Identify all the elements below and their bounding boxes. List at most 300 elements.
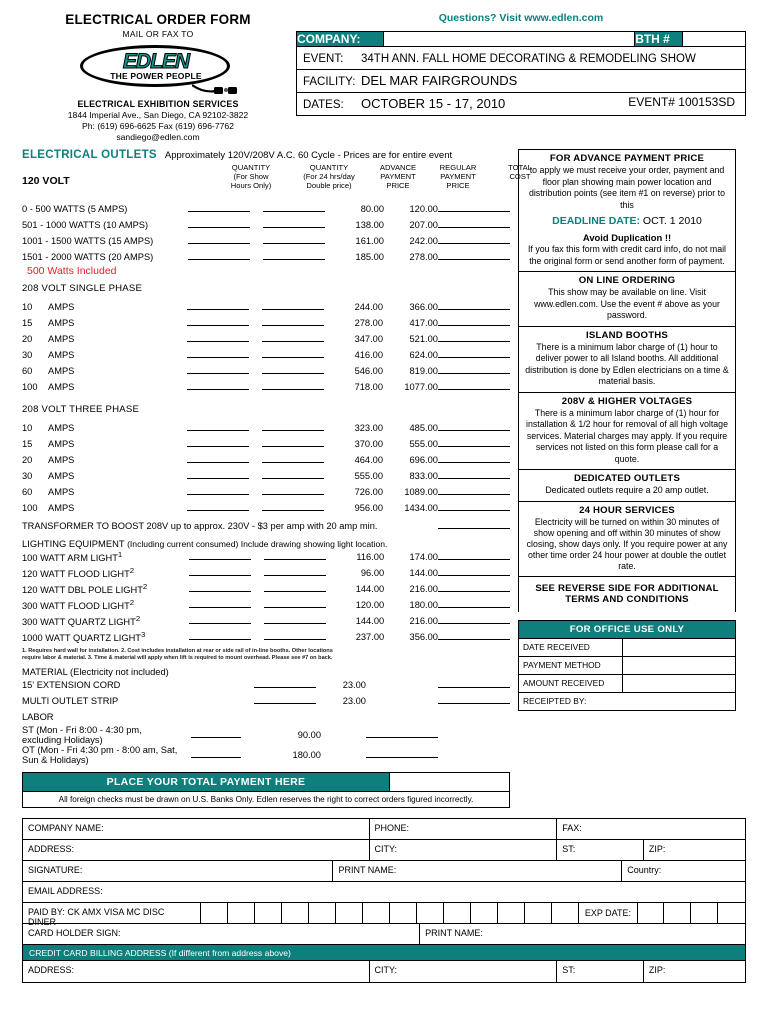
lighting-footnotes	[22, 648, 510, 662]
city-field[interactable]: CITY:	[370, 840, 558, 860]
amp-value: 20	[22, 334, 33, 344]
total-cost-input[interactable]	[438, 315, 510, 331]
qty-show-input[interactable]	[182, 217, 257, 233]
table-row	[22, 677, 510, 693]
qty-show-input[interactable]	[181, 484, 256, 500]
total-cost-input[interactable]	[438, 201, 510, 217]
advance-price: 278.00	[354, 318, 383, 328]
total-cost-input[interactable]	[438, 347, 510, 363]
company-email: sandiego@edlen.com	[116, 132, 200, 142]
phone-field[interactable]: PHONE:	[370, 819, 558, 839]
regular-price: 242.00	[409, 236, 438, 246]
regular-price: 555.00	[409, 439, 438, 449]
exp-digit-box[interactable]	[637, 903, 664, 923]
card-digit-box[interactable]	[498, 903, 525, 923]
high-voltage-title: 208V & HIGHER VOLTAGES	[561, 395, 693, 407]
volt120-label: 120 VOLT	[22, 175, 70, 187]
card-digit-box[interactable]	[336, 903, 363, 923]
amp-unit: AMPS	[48, 366, 75, 376]
qty-24hr-input[interactable]	[257, 549, 332, 565]
facility-label: FACILITY:	[303, 76, 356, 88]
col-header-quantity-24hr: QUANTITY (For 24 hrs/day Double price)	[303, 163, 355, 190]
row-desc: 0 - 500 WATTS (5 AMPS)	[22, 204, 128, 214]
regular-price: 180.00	[409, 600, 438, 610]
event-number: EVENT# 100153SD	[628, 95, 735, 109]
company-name-line: ELECTRICAL EXHIBITION SERVICES	[77, 99, 239, 109]
card-number-boxes[interactable]	[201, 903, 745, 923]
event-label: EVENT:	[303, 53, 344, 65]
row-desc: 15' EXTENSION CORD	[22, 680, 121, 690]
customer-info-form	[22, 818, 746, 983]
amp-value: 15	[22, 318, 33, 328]
row-desc: 1001 - 1500 WATTS (15 AMPS)	[22, 236, 154, 246]
labor-heading-row	[22, 709, 510, 725]
regular-price: 1077.00	[404, 382, 438, 392]
avoid-duplication-body: If you fax this form with credit card info, do not mail the original form or send another form of payment.	[527, 244, 726, 266]
qty-24hr-input[interactable]	[256, 468, 331, 484]
table-row	[22, 315, 510, 331]
labor-price: 90.00	[297, 730, 321, 740]
qty-24hr-input[interactable]	[257, 201, 332, 217]
exp-digit-box[interactable]	[718, 903, 745, 923]
qty-show-input[interactable]	[181, 347, 256, 363]
qty-input[interactable]	[183, 745, 250, 765]
power-cord-icon	[192, 83, 238, 95]
high-voltage-box	[518, 392, 736, 470]
qty-show-input[interactable]	[181, 452, 256, 468]
office-row	[519, 674, 735, 692]
online-ordering-title: ON LINE ORDERING	[578, 275, 676, 286]
row-desc: 1501 - 2000 WATTS (20 AMPS)	[22, 252, 154, 262]
col-header-total-cost: TOTAL COST	[508, 163, 532, 181]
dates-row	[297, 93, 746, 116]
advance-payment-body: to apply we must receive your order, payment and floor plan showing main power location and distribution points (see item #1 on reverse) prior to this	[528, 165, 726, 210]
billing-address-field[interactable]: ADDRESS:	[23, 961, 370, 982]
bth-input[interactable]	[683, 32, 746, 47]
amp-unit: AMPS	[48, 334, 75, 344]
material-price: 23.00	[342, 696, 366, 706]
advance-price: 144.00	[355, 584, 385, 594]
edlen-logo	[74, 43, 242, 97]
table-row	[22, 299, 510, 315]
col-header-quantity-show: QUANTITY (For Show Hours Only)	[230, 163, 272, 190]
company-name-field[interactable]: COMPANY NAME:	[23, 819, 370, 839]
company-phone-fax-row	[23, 819, 745, 840]
billing-zip-field[interactable]: ZIP:	[648, 965, 666, 975]
island-booths-box	[518, 326, 736, 392]
reverse-side-box	[518, 576, 736, 612]
card-digit-box[interactable]	[309, 903, 336, 923]
office-value-input[interactable]	[623, 675, 735, 692]
qty-show-input[interactable]	[181, 363, 256, 379]
qty-24hr-input[interactable]	[256, 452, 331, 468]
exp-digit-box[interactable]	[664, 903, 691, 923]
deadline-label: DEADLINE DATE:	[552, 215, 640, 227]
total-payment-label: PLACE YOUR TOTAL PAYMENT HERE	[23, 773, 389, 791]
table-row	[22, 725, 510, 745]
company-address: 1844 Imperial Ave., San Diego, CA 92102-3822	[67, 110, 249, 120]
qty-show-input[interactable]	[181, 420, 256, 436]
total-cost-input[interactable]	[438, 629, 510, 645]
qty-24hr-input[interactable]	[257, 581, 332, 597]
qty-24hr-input[interactable]	[257, 597, 332, 613]
card-digit-box[interactable]	[417, 903, 444, 923]
deadline-value: OCT. 1 2010	[642, 215, 702, 227]
qty-24hr-input[interactable]	[256, 379, 331, 395]
advance-price: 464.00	[354, 455, 383, 465]
office-label: PAYMENT METHOD	[519, 657, 623, 674]
card-print-name-field[interactable]: PRINT NAME:	[425, 928, 483, 938]
regular-price: 174.00	[409, 552, 438, 562]
total-cost-input[interactable]	[438, 581, 510, 597]
amp-unit: AMPS	[48, 382, 75, 392]
24-hour-services-title: 24 HOUR SERVICES	[579, 504, 675, 516]
qty-input[interactable]	[183, 725, 250, 745]
total-cost-input[interactable]	[438, 565, 510, 581]
table-row	[22, 613, 510, 629]
regular-price: 278.00	[409, 252, 438, 262]
advance-price: 120.00	[355, 600, 385, 610]
qty-show-input[interactable]	[182, 249, 257, 265]
qty-24hr-input[interactable]	[257, 629, 332, 645]
outlets-title: ELECTRICAL OUTLETS	[22, 149, 157, 161]
card-digit-box[interactable]	[201, 903, 228, 923]
footnote-line-2: require labor & material. 3. Time & material will apply when lift is required to mount overhead. Please see #7 on back.	[22, 655, 333, 661]
amp-value: 15	[22, 439, 33, 449]
facility-row	[297, 70, 746, 93]
zip-field[interactable]: ZIP:	[648, 844, 666, 854]
row-desc: MULTI OUTLET STRIP	[22, 696, 119, 706]
row-desc: ST (Mon - Fri 8:00 - 4:30 pm, excluding Holidays)	[22, 725, 142, 745]
total-cost-input[interactable]	[438, 436, 510, 452]
qty-24hr-input[interactable]	[256, 484, 331, 500]
event-info-table	[296, 31, 746, 116]
qty-show-input[interactable]	[181, 299, 256, 315]
exp-date-group	[579, 903, 637, 923]
lighting-heading-main: LIGHTING EQUIPMENT	[22, 538, 125, 549]
amp-unit: AMPS	[48, 455, 75, 465]
table-row	[22, 363, 510, 379]
total-cost-input[interactable]	[438, 677, 510, 693]
qty-show-input[interactable]	[181, 331, 256, 347]
regular-price: 819.00	[409, 366, 438, 376]
amp-unit: AMPS	[48, 471, 75, 481]
material-heading: MATERIAL (Electricity not included)	[22, 667, 169, 677]
table-row	[22, 500, 510, 516]
transformer-row-table	[22, 518, 510, 534]
receipted-by-label: RECEIPTED BY:	[523, 695, 587, 706]
email-row	[23, 882, 745, 903]
advance-payment-title: FOR ADVANCE PAYMENT PRICE	[549, 153, 705, 164]
total-cost-input[interactable]	[366, 725, 438, 745]
receipted-by-row[interactable]	[519, 692, 735, 710]
advance-price: 370.00	[354, 439, 383, 449]
logo-wordmark: EDLEN	[122, 50, 190, 73]
footnote-ref: 2	[129, 598, 135, 608]
card-digit-box[interactable]	[255, 903, 282, 923]
online-ordering-box	[518, 271, 736, 326]
labor-price: 180.00	[292, 750, 321, 760]
advance-price: 718.00	[354, 382, 383, 392]
24-hour-services-body: Electricity will be turned on within 30 minutes of show opening and off within 30 minutes of show closing, show days only. If you require power at any other time order 24 hour power at double the outlet rate.	[526, 516, 728, 571]
card-holder-sign-field[interactable]: CARD HOLDER SIGN:	[23, 924, 420, 944]
event-value: 34TH ANN. FALL HOME DECORATING & REMODELING SHOW	[361, 53, 696, 65]
total-cost-input[interactable]	[438, 613, 510, 629]
qty-24hr-input[interactable]	[256, 347, 331, 363]
qty-show-input[interactable]	[181, 436, 256, 452]
advance-price: 144.00	[355, 616, 385, 626]
amp-unit: AMPS	[48, 439, 75, 449]
table-row	[22, 217, 510, 233]
paid-by-row	[23, 903, 745, 927]
total-cost-input[interactable]	[438, 693, 510, 709]
facility-value: DEL MAR FAIRGROUNDS	[361, 73, 518, 88]
qty-24hr-input[interactable]	[256, 363, 331, 379]
advance-price: 726.00	[354, 487, 383, 497]
office-row	[519, 656, 735, 674]
amp-value: 30	[22, 471, 33, 481]
total-cost-input[interactable]	[366, 745, 438, 765]
info-column	[518, 149, 736, 808]
row-desc: 300 WATT QUARTZ LIGHT	[22, 617, 136, 628]
amp-value: 30	[22, 350, 33, 360]
office-value-input[interactable]	[623, 639, 735, 656]
exp-date-label: EXP DATE:	[584, 908, 631, 918]
table-row	[22, 233, 510, 249]
card-digit-box[interactable]	[390, 903, 417, 923]
total-cost-input[interactable]	[438, 500, 510, 516]
regular-price: 833.00	[409, 471, 438, 481]
qty-input[interactable]	[250, 693, 321, 709]
qty-24hr-input[interactable]	[256, 299, 331, 315]
regular-price: 1434.00	[404, 503, 438, 513]
qty-24hr-input[interactable]	[257, 217, 332, 233]
qty-show-input[interactable]	[182, 233, 257, 249]
regular-price: 366.00	[409, 302, 438, 312]
amp-value: 100	[22, 382, 38, 392]
three-phase-table	[22, 420, 510, 516]
qty-show-input[interactable]	[182, 613, 257, 629]
24-hour-services-box	[518, 501, 736, 576]
table-row	[22, 484, 510, 500]
regular-price: 1089.00	[404, 487, 438, 497]
qty-24hr-input[interactable]	[257, 233, 332, 249]
table-row	[22, 420, 510, 436]
header-left-block	[22, 8, 294, 143]
qty-show-input[interactable]	[182, 565, 257, 581]
total-cost-input[interactable]	[438, 597, 510, 613]
total-cost-input[interactable]	[438, 420, 510, 436]
qty-24hr-input[interactable]	[256, 331, 331, 347]
row-desc: 120 WATT DBL POLE LIGHT	[22, 585, 143, 596]
regular-price: 624.00	[409, 350, 438, 360]
paid-by-label[interactable]: PAID BY: CK AMX VISA MC DISC DINER	[23, 903, 201, 923]
office-label: AMOUNT RECEIVED	[519, 675, 623, 692]
qty-show-input[interactable]	[182, 629, 257, 645]
table-row	[22, 468, 510, 484]
office-label: DATE RECEIVED	[519, 639, 623, 656]
signature-row	[23, 861, 745, 882]
table-row	[22, 693, 510, 709]
qty-show-input[interactable]	[182, 597, 257, 613]
advance-price: 138.00	[355, 220, 384, 230]
regular-price: 485.00	[409, 423, 438, 433]
amp-unit: AMPS	[48, 487, 75, 497]
company-phone-fax: Ph: (619) 696-6625 Fax (619) 696-7762	[82, 121, 234, 131]
exp-digit-box[interactable]	[691, 903, 718, 923]
dates-label: DATES:	[303, 99, 344, 111]
row-desc: 501 - 1000 WATTS (10 AMPS)	[22, 220, 149, 230]
amp-unit: AMPS	[48, 423, 75, 433]
total-cost-input[interactable]	[438, 468, 510, 484]
online-ordering-body: This show may be available on line. Visit www.edlen.com. Use the event # above as your password.	[534, 287, 720, 320]
regular-price: 216.00	[409, 616, 438, 626]
qty-show-input[interactable]	[181, 379, 256, 395]
advance-price: 185.00	[355, 252, 384, 262]
card-digit-box[interactable]	[471, 903, 498, 923]
qty-24hr-input[interactable]	[256, 420, 331, 436]
regular-price: 521.00	[409, 334, 438, 344]
foreign-checks-note: All foreign checks must be drawn on U.S. Banks Only. Edlen reserves the right to correct orders figured incorrectly.	[22, 792, 510, 808]
labor-heading: LABOR	[22, 712, 54, 722]
card-digit-box[interactable]	[444, 903, 471, 923]
card-digit-box[interactable]	[282, 903, 309, 923]
table-row	[22, 565, 510, 581]
amp-value: 10	[22, 423, 33, 433]
qty-input[interactable]	[250, 677, 321, 693]
three-phase-heading: 208 VOLT THREE PHASE	[22, 404, 140, 415]
total-payment-input[interactable]	[389, 773, 509, 791]
table-row	[22, 331, 510, 347]
total-cost-input[interactable]	[438, 233, 510, 249]
watts-included-note: 500 Watts Included	[27, 265, 117, 277]
advance-price: 116.00	[356, 552, 385, 562]
qty-24hr-input[interactable]	[257, 613, 332, 629]
country-field[interactable]: Country:	[627, 865, 662, 875]
total-payment-bar	[22, 772, 510, 792]
office-use-box	[518, 620, 736, 711]
signature-field[interactable]: SIGNATURE:	[23, 861, 333, 881]
table-row	[22, 201, 510, 217]
table-row	[22, 436, 510, 452]
qty-show-input[interactable]	[181, 500, 256, 516]
office-row	[519, 638, 735, 656]
company-input[interactable]	[383, 32, 634, 47]
address-field[interactable]: ADDRESS:	[23, 840, 370, 860]
material-table	[22, 677, 510, 765]
lighting-table	[22, 549, 510, 645]
single-phase-table	[22, 299, 510, 395]
advance-price: 416.00	[354, 350, 383, 360]
amp-unit: AMPS	[48, 318, 75, 328]
advance-price: 956.00	[354, 503, 383, 513]
reverse-side-title: SEE REVERSE SIDE FOR ADDITIONAL TERMS AND CONDITIONS	[535, 582, 719, 605]
footnote-ref: 1	[117, 550, 123, 560]
fax-field[interactable]: FAX:	[562, 823, 582, 833]
logo-tagline: THE POWER PEOPLE	[110, 71, 202, 81]
total-cost-input[interactable]	[438, 363, 510, 379]
card-digit-box[interactable]	[228, 903, 255, 923]
outlets-section-heading	[22, 149, 510, 161]
page-title: ELECTRICAL ORDER FORM	[65, 12, 251, 27]
table-row	[22, 452, 510, 468]
card-digit-box[interactable]	[525, 903, 552, 923]
qty-show-input[interactable]	[182, 549, 257, 565]
billing-state-field[interactable]: ST:	[557, 961, 644, 982]
billing-city-field[interactable]: CITY:	[370, 961, 558, 982]
dedicated-outlets-title: DEDICATED OUTLETS	[573, 473, 681, 484]
price-column-headers	[22, 163, 532, 201]
table-row	[22, 597, 510, 613]
qty-show-input[interactable]	[181, 315, 256, 331]
row-desc: 300 WATT FLOOD LIGHT	[22, 601, 130, 612]
total-cost-input[interactable]	[438, 452, 510, 468]
billing-address-row	[23, 961, 745, 982]
pricing-column	[22, 149, 532, 808]
total-cost-input[interactable]	[438, 299, 510, 315]
amp-value: 10	[22, 302, 33, 312]
total-cost-input[interactable]	[438, 549, 510, 565]
amp-unit: AMPS	[48, 503, 75, 513]
table-row	[22, 379, 510, 395]
table-row	[22, 249, 510, 265]
form-body	[22, 149, 746, 808]
qty-24hr-input[interactable]	[257, 565, 332, 581]
total-cost-input[interactable]	[438, 249, 510, 265]
table-row	[22, 549, 510, 565]
qty-24hr-input[interactable]	[256, 500, 331, 516]
qty-show-input[interactable]	[182, 581, 257, 597]
total-cost-input[interactable]	[438, 379, 510, 395]
office-value-input[interactable]	[623, 657, 735, 674]
advance-price: 323.00	[354, 423, 383, 433]
regular-price: 207.00	[409, 220, 438, 230]
regular-price: 216.00	[409, 584, 438, 594]
advance-price: 161.00	[355, 236, 384, 246]
card-holder-row	[23, 924, 745, 945]
total-cost-input[interactable]	[438, 484, 510, 500]
mail-or-fax-label: MAIL OR FAX TO	[122, 29, 194, 39]
qty-24hr-input[interactable]	[256, 315, 331, 331]
footnote-ref: 2	[142, 582, 148, 592]
total-cost-input[interactable]	[438, 217, 510, 233]
qty-show-input[interactable]	[182, 201, 257, 217]
questions-link[interactable]: Questions? Visit www.edlen.com	[438, 12, 604, 24]
advance-price: 546.00	[354, 366, 383, 376]
email-address-field[interactable]: EMAIL ADDRESS:	[28, 886, 103, 896]
high-voltage-body: There is a minimum labor charge of (1) hour for installation & 1/2 hour for removal of all high voltage services. Material charges may apply. If you require services not listed on this form please call for a quote.	[526, 407, 728, 464]
card-digit-box[interactable]	[363, 903, 390, 923]
office-use-title: FOR OFFICE USE ONLY	[519, 621, 735, 638]
total-cost-input[interactable]	[438, 331, 510, 347]
state-field[interactable]: ST:	[557, 840, 644, 860]
qty-show-input[interactable]	[181, 468, 256, 484]
col-header-regular-price: REGULAR PAYMENT PRICE	[439, 163, 477, 190]
qty-24hr-input[interactable]	[257, 249, 332, 265]
dedicated-outlets-box	[518, 469, 736, 501]
footnote-ref: 2	[129, 566, 135, 576]
outlets-note: Approximately 120V/208V A.C. 60 Cycle - Prices are for entire event	[164, 150, 453, 161]
qty-24hr-input[interactable]	[256, 436, 331, 452]
advance-price: 237.00	[355, 632, 385, 642]
amp-value: 100	[22, 503, 38, 513]
table-row	[22, 518, 510, 534]
print-name-field[interactable]: PRINT NAME:	[333, 861, 622, 881]
card-digit-box[interactable]	[552, 903, 579, 923]
transformer-total-input[interactable]	[438, 518, 510, 534]
regular-price: 120.00	[409, 204, 438, 214]
advance-price: 80.00	[360, 204, 384, 214]
